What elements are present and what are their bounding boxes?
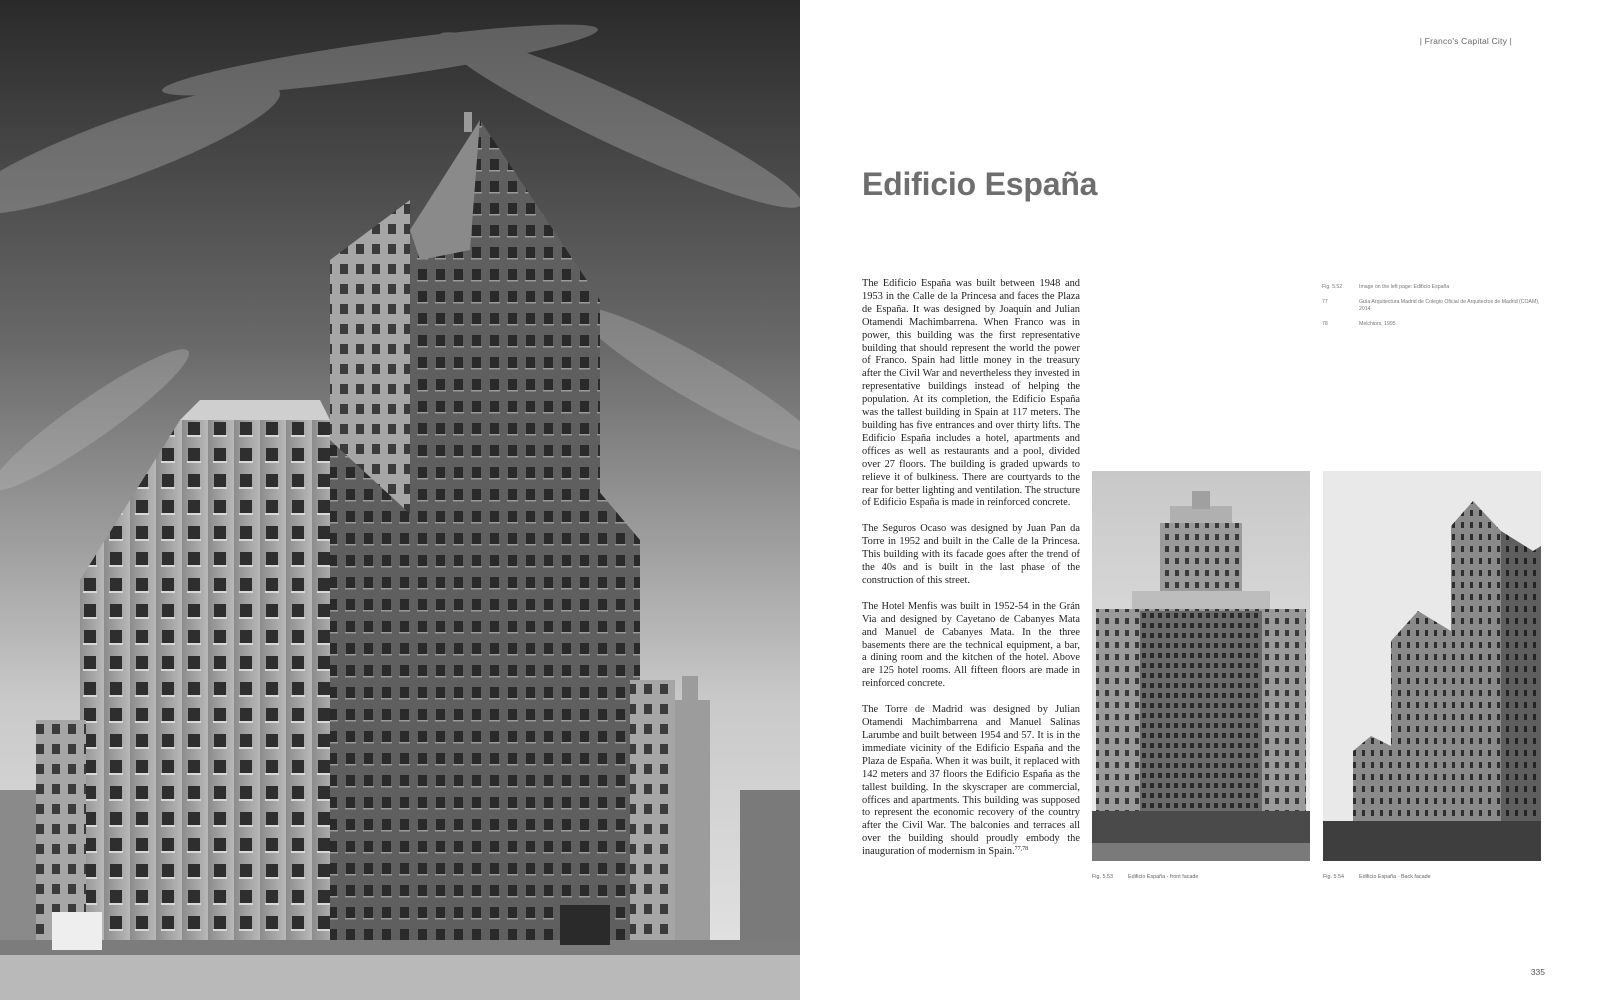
- note-number: 78: [1322, 321, 1328, 327]
- paragraph-seguros-ocaso: The Seguros Ocaso was designed by Juan Pan da Torre in 1952 and built in the Calle de la Princesa. This building with its facade goes after the trend of the 40s and is built in the last phase of the construction of this street.: [862, 523, 1080, 586]
- footnote-reference: 77,78: [1014, 846, 1029, 853]
- side-note: [1322, 321, 1542, 328]
- paragraph-edificio-espana: The Edificio España was built between 1948 and 1953 in the Calle de la Princesa and faces the Plaza de España. It was designed by Joaquin and Julian Otamendi Machimbarrena. When Franco was in power, this building was the first representative building that should represent the world the power of Franco. Spain had little money in the treasury after the Civil War and nevertheless they invested in representative buildings instead of helping the population. At its completion, the Edificio España was the tallest building in Spain at 117 meters. The building has five entrances and over thirty lifts. The Edificio España includes a hotel, apartments and offices as well as restaurants and a pool, divided over 27 floors. The building is graded upwards to relieve it of bulkiness. There are courtyards to the rear for better lighting and ventilation. The structure of Edificio España is made in reinforced concrete.: [862, 278, 1080, 509]
- page-number: 335: [1530, 967, 1545, 977]
- figure-caption: [1092, 874, 1198, 880]
- running-head: | Franco's Capital City |: [1419, 36, 1512, 46]
- body-text: [862, 278, 1080, 872]
- figure-number: Fig. 5.54: [1323, 874, 1344, 880]
- page-title: Edificio España: [862, 166, 1098, 202]
- figure-number: Fig. 5.53: [1092, 874, 1113, 880]
- figure-caption: [1323, 874, 1431, 880]
- side-notes: [1322, 284, 1542, 336]
- note-number: Fig. 5.52: [1322, 284, 1343, 290]
- note-number: 77: [1322, 299, 1328, 305]
- figure-caption-text: Edificio España - front facade: [1128, 874, 1199, 880]
- note-text: Melchiors, 1995: [1359, 321, 1396, 327]
- note-text: Guía Arquitectura Madrid de Colegio Oficial de Arquitectos de Madrid (COAM), 2014: [1359, 299, 1540, 312]
- paragraph-torre-text: The Torre de Madrid was designed by Julian Otamendi Machimbarrena and Manuel Salinas Larumbe and built between 1954 and 57. It is in the immediate vicinity of the Edificio España and the Plaza de España. When it was built, it replaced with 142 meters and 37 floors the Edificio España as the tallest building. In the skyscraper are commercial, offices and apartments. This building was supposed to represent the economic recovery of the country after the Civil War. The balconies and terraces all over the building should proudly embody the inauguration of modernism in Spain.: [862, 704, 1080, 858]
- side-note: [1322, 284, 1542, 291]
- back-facade-photo: [1323, 471, 1541, 861]
- paragraph-torre-de-madrid: [862, 704, 1080, 859]
- paragraph-hotel-menfis: The Hotel Menfis was built in 1952-54 in the Grán Via and designed by Cayetano de Cabanyes Mata and Manuel de Cabanyes Mata. In the three basements there are the technical equipment, a bar, a dining room and the kitchen of the hotel. Above are 125 hotel rooms. All fifteen floors are made in reinforced concrete.: [862, 600, 1080, 690]
- front-facade-photo: [1092, 471, 1310, 861]
- note-text: Image on the left page: Edificio España: [1359, 284, 1450, 290]
- side-note: [1322, 299, 1542, 313]
- figure-caption-text: Edificio España - Back facade: [1359, 874, 1431, 880]
